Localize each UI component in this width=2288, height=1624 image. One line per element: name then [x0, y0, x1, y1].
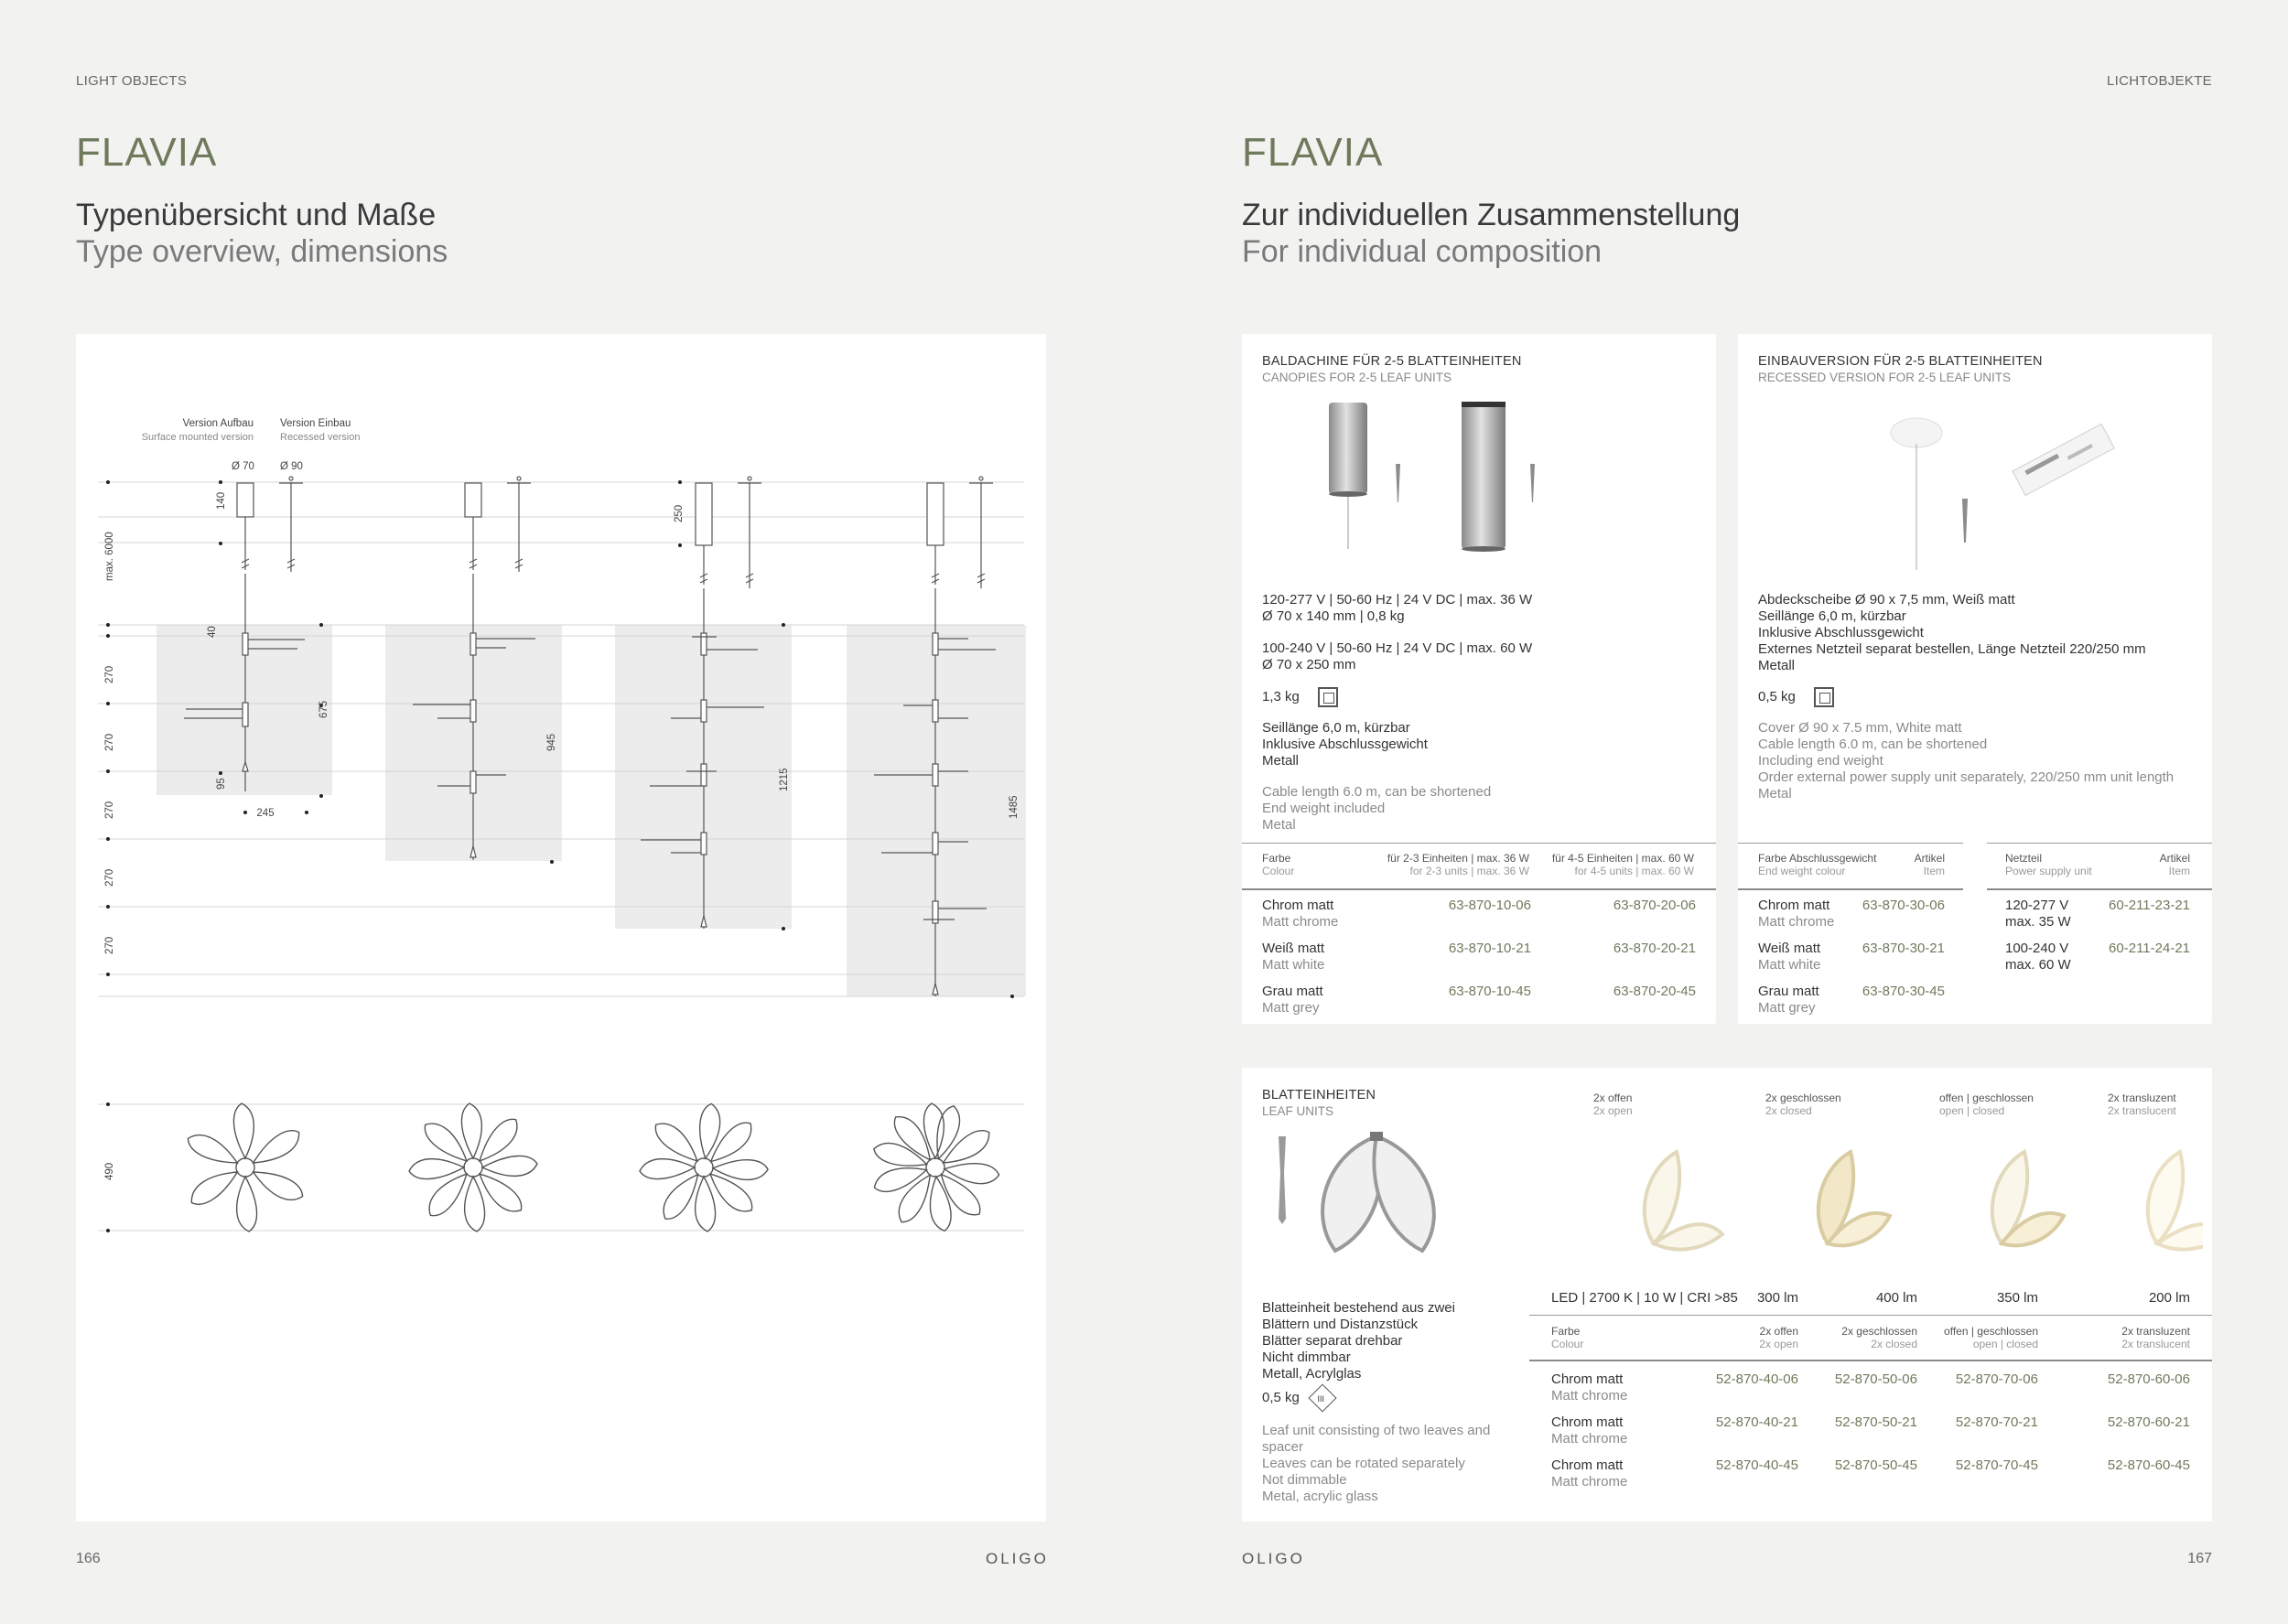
canopies-desc-en	[1262, 784, 1491, 834]
subtitle-de-right: Zur individuellen Zusammenstellung	[1242, 198, 1741, 232]
table-rule	[1242, 843, 1716, 844]
canopies-weight-value: 1,3 kg	[1262, 688, 1300, 704]
desc-line: End weight included	[1262, 801, 1386, 816]
colour-de: Chrom matt	[1551, 1414, 1624, 1430]
recessed-weight-value: 0,5 kg	[1758, 688, 1796, 704]
table-rule	[1987, 843, 2212, 844]
item-number: 63-870-10-06	[1448, 898, 1531, 913]
leaf-variant-images	[1581, 1143, 2203, 1253]
subtitle-de-left: Typenübersicht und Maße	[76, 198, 437, 232]
dim-1485: 1485	[1009, 795, 1020, 819]
page-title-right: FLAVIA	[1242, 130, 1384, 175]
psu-th-item-de: Artikel	[2159, 852, 2190, 865]
dim-95: 95	[216, 778, 227, 790]
variant-label-de: offen | geschlossen	[1939, 1092, 2034, 1104]
recessed-th-item-de: Artikel	[1914, 852, 1945, 865]
dim-245: 245	[256, 808, 275, 819]
lumen-open: 300 lm	[1756, 1290, 1798, 1306]
recessed-th-item-en: Item	[1923, 865, 1945, 877]
colour-de: Weiß matt	[1758, 941, 1821, 956]
leaf-heading-en: LEAF UNITS	[1262, 1104, 1334, 1118]
table-rule	[1738, 843, 1963, 844]
variant-closed	[1765, 1092, 1921, 1117]
desc-line: Leaves can be rotated separately	[1262, 1456, 1465, 1471]
protection-class-icon	[1814, 687, 1834, 707]
brand-logo-left: OLIGO	[986, 1550, 1049, 1567]
dim-140: 140	[216, 491, 227, 510]
dim-675: 675	[318, 700, 329, 718]
colour-de: Chrom matt	[1551, 1457, 1624, 1473]
desc-line: Blätter separat drehbar	[1262, 1333, 1403, 1349]
colour-en: Matt chrome	[1551, 1388, 1628, 1404]
leaf-th-v3-en: open | closed	[1972, 1338, 2038, 1350]
desc-line: Cable length 6.0 m, can be shortened	[1758, 737, 1988, 752]
led-spec: LED | 2700 K | 10 W | CRI >85	[1551, 1290, 1738, 1306]
item-number: 63-870-30-06	[1862, 898, 1945, 913]
version-recessed-de: Version Einbau	[280, 418, 351, 429]
desc-line: Metal	[1758, 786, 1792, 801]
variant-label-de: 2x transluzent	[2108, 1092, 2176, 1104]
desc-line: Seillänge 6,0 m, kürzbar	[1758, 608, 1906, 624]
leaf-th-v1-de: 2x offen	[1759, 1325, 1798, 1338]
dim-270-c: 270	[104, 801, 115, 819]
item-number: 63-870-20-45	[1613, 984, 1696, 999]
recessed-heading-de: EINBAUVERSION FÜR 2-5 BLATTEINHEITEN	[1758, 354, 2043, 369]
item-number: 60-211-23-21	[2109, 898, 2190, 913]
desc-line: Seillänge 6,0 m, kürzbar	[1262, 720, 1410, 736]
dim-945: 945	[546, 733, 557, 751]
section-label-left: LIGHT OBJECTS	[76, 73, 188, 89]
desc-line: Metall	[1262, 753, 1300, 769]
canopies-spec1-line1: 120-277 V | 50-60 Hz | 24 V DC | max. 36 W	[1262, 592, 1533, 608]
leaf-th-v3-de: offen | geschlossen	[1944, 1325, 2038, 1338]
canopies-table-row	[1262, 984, 1696, 1016]
leaf-th-v4-de: 2x transluzent	[2121, 1325, 2190, 1338]
desc-line: Metall	[1758, 658, 1796, 673]
canopies-table-row	[1262, 898, 1696, 930]
variant-open-closed	[1939, 1092, 2095, 1117]
leaf-th-colour-en: Colour	[1551, 1338, 1584, 1350]
variant-label-en: open | closed	[1939, 1104, 2005, 1117]
dim-dia-90: Ø 90	[280, 461, 303, 472]
recessed-product-image	[1811, 416, 2122, 572]
recessed-desc-en	[1758, 720, 2174, 802]
canopies-desc-de	[1262, 720, 1428, 769]
page-title-left: FLAVIA	[76, 130, 218, 175]
colour-en: Matt white	[1758, 957, 1821, 973]
item-number: 52-870-70-06	[1955, 1371, 2038, 1387]
canopies-th-colour-en: Colour	[1262, 865, 1295, 877]
variant-label-en: 2x closed	[1765, 1104, 1812, 1117]
item-number: 52-870-40-06	[1715, 1371, 1798, 1387]
dim-270-e: 270	[104, 936, 115, 954]
recessed-table-row	[1758, 984, 1945, 1016]
table-rule	[1529, 1315, 2212, 1316]
dim-270-a: 270	[104, 665, 115, 683]
colour-en: Matt chrome	[1551, 1474, 1628, 1490]
colour-en: Matt grey	[1758, 1000, 1816, 1016]
psu-table-row	[2005, 898, 2190, 930]
version-recessed-en: Recessed version	[280, 432, 361, 443]
item-number: 63-870-30-21	[1862, 941, 1945, 956]
item-number: 63-870-20-06	[1613, 898, 1696, 913]
variant-label-en: 2x open	[1593, 1104, 1633, 1117]
variant-label-de: 2x offen	[1593, 1092, 1633, 1104]
recessed-th-colour-en: End weight colour	[1758, 865, 1846, 877]
protection-class-iii-icon	[1308, 1383, 1336, 1412]
desc-line: Cable length 6.0 m, can be shortened	[1262, 784, 1492, 800]
desc-line: Externes Netzteil separat bestellen, Länge Netzteil 220/250 mm	[1758, 641, 2146, 657]
leaf-th-v2-en: 2x closed	[1871, 1338, 1917, 1350]
item-number: 52-870-50-06	[1834, 1371, 1917, 1387]
canopies-weight	[1262, 687, 1338, 707]
recessed-heading-en: RECESSED VERSION FOR 2-5 LEAF UNITS	[1758, 371, 2012, 384]
range-box-5-units	[847, 625, 1026, 996]
desc-line: Inklusive Abschlussgewicht	[1758, 625, 1924, 640]
colour-de: Chrom matt	[1758, 898, 1830, 913]
psu-th-de: Netzteil	[2005, 852, 2043, 865]
dim-270-b: 270	[104, 733, 115, 751]
leaf-heading-de: BLATTEINHEITEN	[1262, 1088, 1376, 1102]
leaf-units-panel	[1242, 1068, 2212, 1522]
desc-line: Metal	[1262, 817, 1296, 833]
dim-40: 40	[207, 626, 218, 638]
top-view-flower-2	[409, 1103, 537, 1231]
canopies-spec1-line2: Ø 70 x 140 mm | 0,8 kg	[1262, 608, 1405, 624]
desc-line: Not dimmable	[1262, 1472, 1347, 1488]
canopies-th-45-en: for 4-5 units | max. 60 W	[1574, 865, 1694, 877]
colour-en: Matt white	[1262, 957, 1325, 973]
top-view-flower-3	[640, 1102, 769, 1231]
top-view-flower-4	[871, 1103, 1000, 1232]
recessed-th-colour-de: Farbe Abschlussgewicht	[1758, 852, 1877, 865]
desc-line: Inklusive Abschlussgewicht	[1262, 737, 1428, 752]
lumen-open-closed: 350 lm	[1996, 1290, 2038, 1306]
protection-class-icon	[1318, 687, 1338, 707]
colour-en: Matt grey	[1262, 1000, 1320, 1016]
subtitle-en-left: Type overview, dimensions	[76, 234, 448, 269]
canopies-th-45-de: für 4-5 Einheiten | max. 60 W	[1551, 852, 1694, 865]
colour-de: Weiß matt	[1262, 941, 1325, 956]
psu-table-row	[2005, 941, 2190, 973]
canopies-panel	[1242, 334, 1716, 1024]
recessed-weight	[1758, 687, 1834, 707]
table-rule	[1987, 888, 2212, 890]
colour-de: Chrom matt	[1262, 898, 1334, 913]
item-number: 60-211-24-21	[2109, 941, 2190, 956]
desc-line: Metal, acrylic glass	[1262, 1489, 1378, 1504]
colour-en: Matt chrome	[1262, 914, 1339, 930]
psu-th-en: Power supply unit	[2005, 865, 2092, 877]
canopies-spec2-line1: 100-240 V | 50-60 Hz | 24 V DC | max. 60 W	[1262, 640, 1533, 656]
item-number: 52-870-70-21	[1955, 1414, 2038, 1430]
colour-en: Matt chrome	[1551, 1431, 1628, 1447]
table-rule	[1242, 888, 1716, 890]
desc-line: spacer	[1262, 1439, 1304, 1455]
desc-line: Including end weight	[1758, 753, 1883, 769]
item-number: 52-870-60-06	[2107, 1371, 2190, 1387]
version-surface-en: Surface mounted version	[141, 432, 254, 443]
leaf-weight	[1262, 1388, 1333, 1408]
table-rule	[1738, 888, 1963, 890]
item-number: 63-870-30-45	[1862, 984, 1945, 999]
item-number: 63-870-10-21	[1448, 941, 1531, 956]
recessed-desc-de	[1758, 592, 2146, 674]
variant-translucent	[2108, 1092, 2199, 1117]
item-number: 52-870-40-45	[1715, 1457, 1798, 1473]
top-view-flower-1	[184, 1103, 307, 1231]
desc-line: Metall, Acrylglas	[1262, 1366, 1362, 1382]
variant-label-de: 2x geschlossen	[1765, 1092, 1841, 1104]
item-number: 63-870-10-45	[1448, 984, 1531, 999]
leaf-table-row	[1551, 1371, 2190, 1404]
desc-line: Leaf unit consisting of two leaves and	[1262, 1423, 1491, 1438]
colour-de: Grau matt	[1758, 984, 1819, 999]
dim-dia-70: Ø 70	[232, 461, 254, 472]
leaf-table-row	[1551, 1414, 2190, 1447]
dimension-drawing	[76, 334, 1046, 1522]
canopies-heading-de: BALDACHINE FÜR 2-5 BLATTEINHEITEN	[1262, 354, 1522, 369]
canopies-th-23-en: for 2-3 units | max. 36 W	[1409, 865, 1529, 877]
canopies-heading-en: CANOPIES FOR 2-5 LEAF UNITS	[1262, 371, 1452, 384]
item-number: 52-870-70-45	[1955, 1457, 2038, 1473]
table-rule	[1529, 1360, 2212, 1361]
version-surface-de: Version Aufbau	[182, 418, 254, 429]
canopies-spec2-line2: Ø 70 x 250 mm	[1262, 657, 1356, 672]
item-number: 52-870-60-21	[2107, 1414, 2190, 1430]
dim-270-d: 270	[104, 868, 115, 887]
recessed-table-row	[1758, 898, 1945, 930]
variant-label-en: 2x translucent	[2108, 1104, 2176, 1117]
canopies-product-image	[1324, 398, 1654, 563]
desc-line: Blatteinheit bestehend aus zwei	[1262, 1300, 1455, 1316]
desc-line: Blättern und Distanzstück	[1262, 1317, 1419, 1332]
leaf-table-row	[1551, 1457, 2190, 1490]
leaf-weight-value: 0,5 kg	[1262, 1390, 1300, 1405]
dim-1215: 1215	[779, 768, 790, 791]
colour-de: Chrom matt	[1551, 1371, 1624, 1387]
canopies-table-row	[1262, 941, 1696, 973]
dim-250: 250	[674, 504, 685, 522]
colour-de: Grau matt	[1262, 984, 1323, 999]
psu-power: max. 35 W	[2005, 914, 2071, 930]
leaf-th-v2-de: 2x geschlossen	[1841, 1325, 1917, 1338]
brand-logo-right: OLIGO	[1242, 1550, 1305, 1567]
colour-en: Matt chrome	[1758, 914, 1835, 930]
item-number: 52-870-40-21	[1715, 1414, 1798, 1430]
item-number: 52-870-50-45	[1834, 1457, 1917, 1473]
desc-line: Order external power supply unit separately, 220/250 mm unit length	[1758, 769, 2175, 785]
recessed-panel	[1738, 334, 2212, 1024]
item-number: 63-870-20-21	[1613, 941, 1696, 956]
dim-490: 490	[104, 1162, 115, 1180]
psu-th-item-en: Item	[2168, 865, 2190, 877]
canopies-th-colour-de: Farbe	[1262, 852, 1291, 865]
section-label-right: LICHTOBJEKTE	[2106, 73, 2212, 89]
psu-voltage: 100-240 V	[2005, 941, 2069, 956]
leaf-th-v4-en: 2x translucent	[2121, 1338, 2190, 1350]
item-number: 52-870-60-45	[2107, 1457, 2190, 1473]
psu-power: max. 60 W	[2005, 957, 2071, 973]
dim-max-6000: max. 6000	[104, 532, 115, 581]
leaf-desc-de	[1262, 1300, 1455, 1382]
variant-open	[1593, 1092, 1749, 1117]
psu-voltage: 120-277 V	[2005, 898, 2069, 913]
lumen-translucent: 200 lm	[2148, 1290, 2190, 1306]
page-number-left: 166	[76, 1551, 101, 1566]
subtitle-en-right: For individual composition	[1242, 234, 1603, 269]
canopies-th-23-de: für 2-3 Einheiten | max. 36 W	[1387, 852, 1529, 865]
desc-line: Abdeckscheibe Ø 90 x 7,5 mm, Weiß matt	[1758, 592, 2015, 608]
desc-line: Nicht dimmbar	[1262, 1350, 1351, 1365]
leaf-th-v1-en: 2x open	[1759, 1338, 1798, 1350]
leaf-th-colour-de: Farbe	[1551, 1325, 1581, 1338]
dimension-drawing-panel	[76, 334, 1046, 1522]
recessed-table-row	[1758, 941, 1945, 973]
lumen-closed: 400 lm	[1875, 1290, 1917, 1306]
page-number-right: 167	[2187, 1551, 2212, 1566]
protection-class-iii-label: III	[1317, 1394, 1324, 1404]
leaf-unit-product-image	[1262, 1132, 1482, 1260]
leaf-desc-en	[1262, 1423, 1490, 1505]
desc-line: Cover Ø 90 x 7.5 mm, White matt	[1758, 720, 1962, 736]
item-number: 52-870-50-21	[1834, 1414, 1917, 1430]
